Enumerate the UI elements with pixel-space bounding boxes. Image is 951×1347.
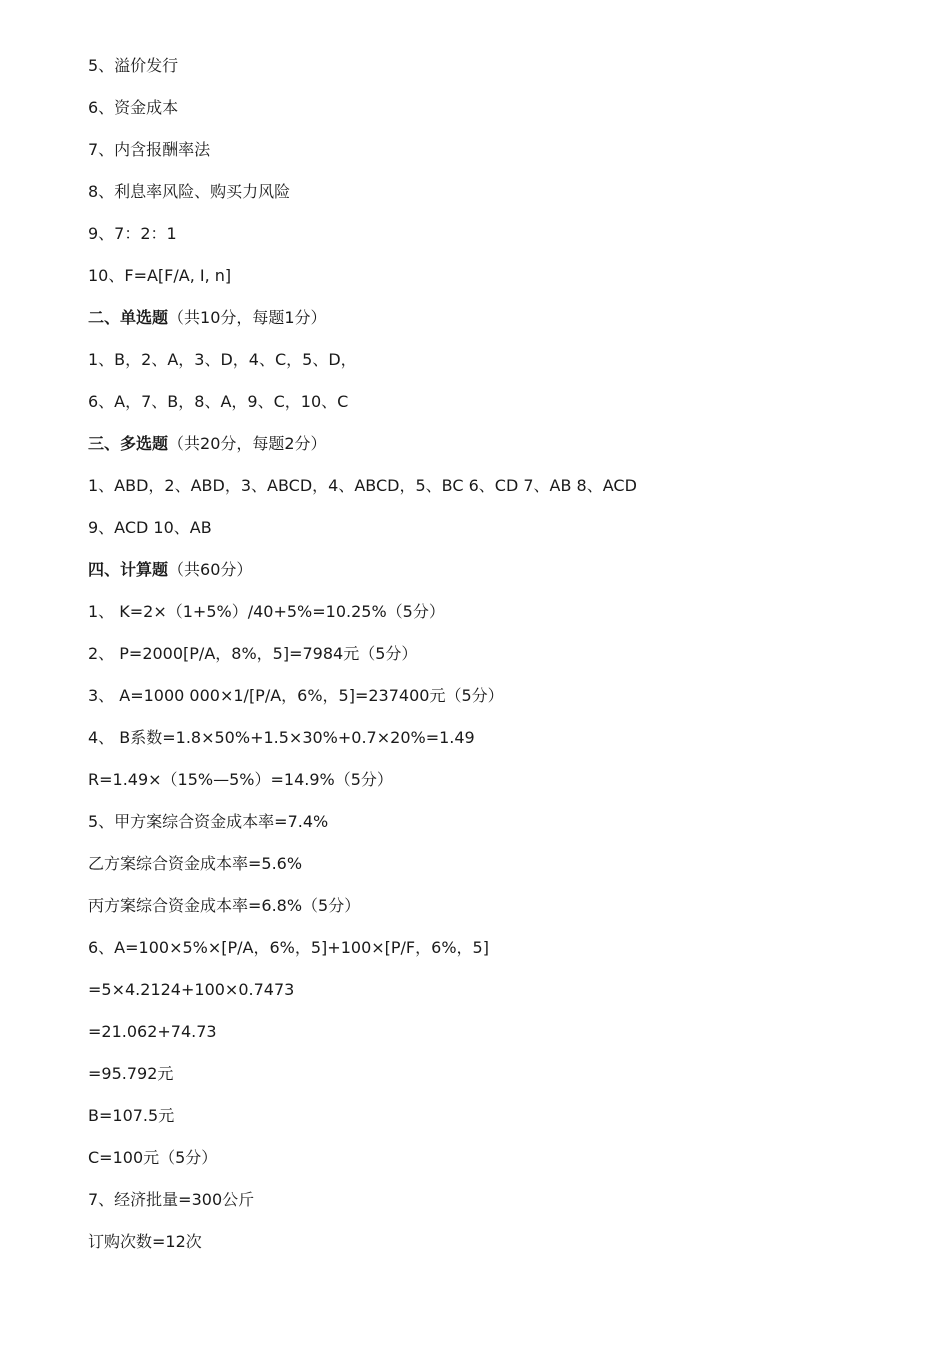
section-title: 三、多选题: [88, 434, 169, 453]
calc-line-4-result: R=1.49×（15%—5%）=14.9%（5分）: [88, 770, 393, 789]
answer-line-single-choice-1: 1、B，2、A，3、D，4、C，5、D，: [88, 350, 357, 369]
answer-line-term-10: 10、F=A[F/A, I, n]: [88, 266, 232, 285]
section-score-note: （共60分）: [168, 560, 253, 579]
section-title: 二、单选题: [88, 308, 169, 327]
calc-line-6-c: C=100元（5分）: [88, 1148, 218, 1167]
answer-line-term-8: 8、利息率风险、购买力风险: [88, 182, 291, 201]
calc-line-6-step-2: =21.062+74.73: [88, 1022, 217, 1041]
answer-line-term-9: 9、7：2：1: [88, 224, 177, 243]
calc-line-1: 1、 K=2×（1+5%）/40+5%=10.25%（5分）: [88, 602, 445, 621]
calc-line-6-step-3: =95.792元: [88, 1064, 174, 1083]
calc-line-7: 7、经济批量=300公斤: [88, 1190, 255, 1209]
section-heading-multiple-choice: [88, 423, 908, 465]
section-score-note: （共20分，每题2分）: [168, 434, 327, 453]
calc-line-5-c: 丙方案综合资金成本率=6.8%（5分）: [88, 896, 361, 915]
calc-line-2: 2、 P=2000[P/A，8%，5]=7984元（5分）: [88, 644, 418, 663]
section-title: 四、计算题: [88, 560, 169, 579]
calc-line-3: 3、 A=1000 000×1/[P/A，6%，5]=237400元（5分）: [88, 686, 504, 705]
calc-line-4: 4、 B系数=1.8×50%+1.5×30%+0.7×20%=1.49: [88, 728, 475, 747]
answer-line-term-5: 5、溢价发行: [88, 56, 179, 75]
calc-line-6: 6、A=100×5%×[P/A，6%，5]+100×[P/F，6%，5]: [88, 938, 489, 957]
answer-line-single-choice-2: 6、A，7、B，8、A，9、C，10、C: [88, 392, 349, 411]
answer-line-multiple-choice-1: 1、ABD，2、ABD，3、ABCD，4、ABCD，5、BC 6、CD 7、AB 8、ACD: [88, 476, 637, 495]
calc-line-6-b: B=107.5元: [88, 1106, 175, 1125]
calc-line-5-a: 5、甲方案综合资金成本率=7.4%: [88, 812, 329, 831]
calc-line-5-b: 乙方案综合资金成本率=5.6%: [88, 854, 303, 873]
section-heading-single-choice: [88, 297, 908, 339]
calc-line-7-orders: 订购次数=12次: [88, 1232, 202, 1251]
calc-line-6-step-1: =5×4.2124+100×0.7473: [88, 980, 295, 999]
section-heading-calculation: [88, 549, 908, 591]
section-score-note: （共10分，每题1分）: [168, 308, 327, 327]
answer-line-term-6: 6、资金成本: [88, 98, 179, 117]
answer-line-multiple-choice-2: 9、ACD 10、AB: [88, 518, 212, 537]
answer-document: [88, 45, 908, 1263]
answer-line-term-7: 7、内含报酬率法: [88, 140, 211, 159]
